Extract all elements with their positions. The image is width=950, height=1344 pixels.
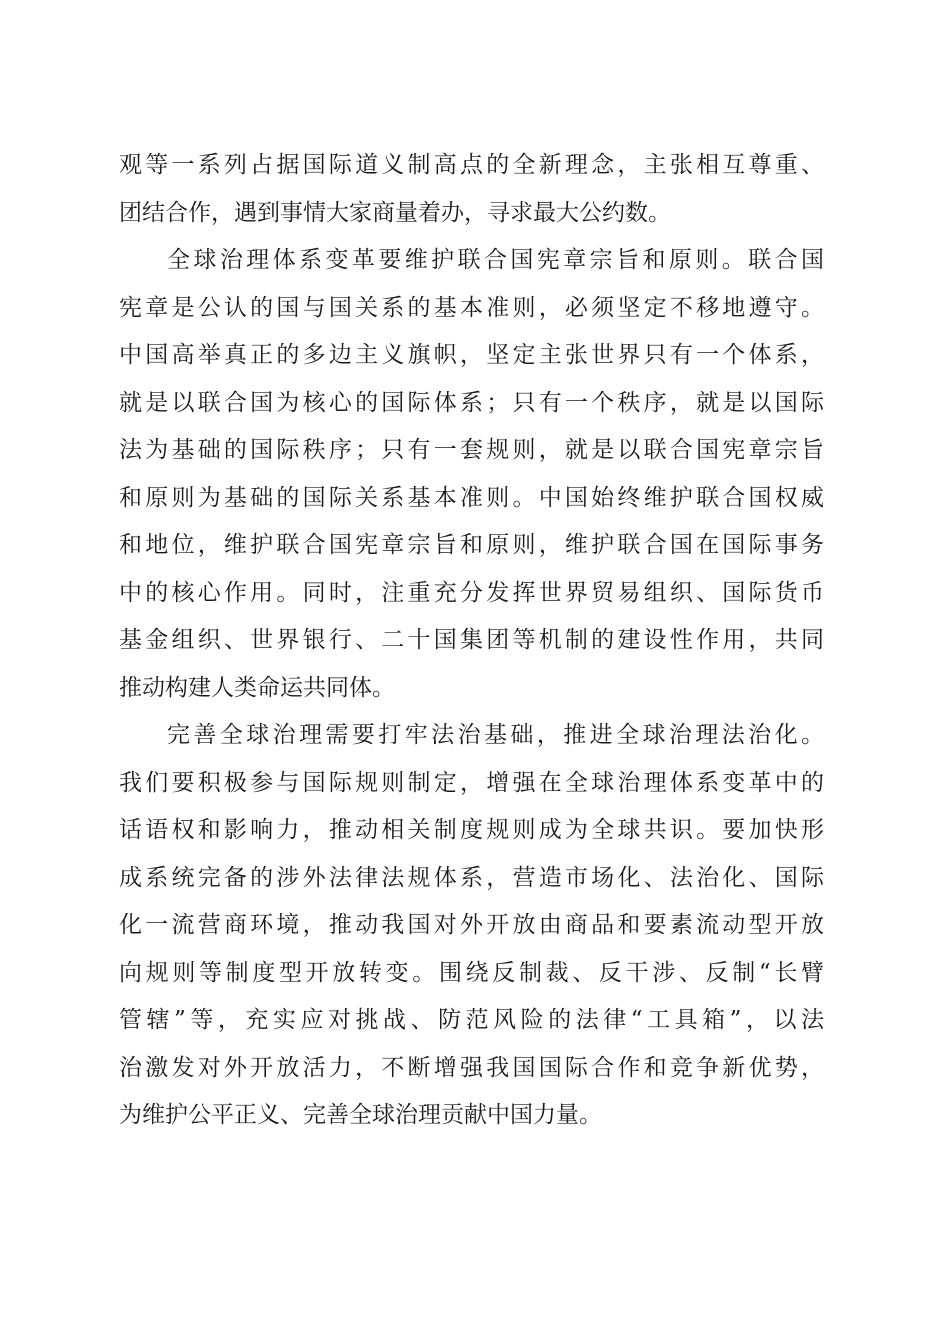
text-line: 和原则为基础的国际关系基本准则。中国始终维护联合国权威 [119, 484, 824, 511]
text-line: 法为基础的国际秩序；只有一套规则，就是以联合国宪章宗旨 [119, 437, 824, 463]
text-line: 中的核心作用。同时，注重充分发挥世界贸易组织、国际货币 [119, 579, 824, 606]
text-line: 完善全球治理需要打牢法治基础，推进全球治理法治化。 [167, 722, 824, 748]
text-line: 全球治理体系变革要维护联合国宪章宗旨和原则。联合国 [167, 247, 824, 273]
text-line: 向规则等制度型开放转变。围绕反制裁、反干涉、反制“长臂 [119, 959, 824, 986]
paragraph-rule-of-law [119, 712, 824, 1140]
text-line: 成系统完备的涉外法律法规体系，营造市场化、法治化、国际 [119, 864, 824, 891]
text-line: 和地位，维护联合国宪章宗旨和原则，维护联合国在国际事务 [119, 532, 824, 558]
text-line: 管辖”等，充实应对挑战、防范风险的法律“工具箱”，以法 [119, 1007, 824, 1033]
text-line: 宪章是公认的国与国关系的基本准则，必须坚定不移地遵守。 [119, 294, 824, 321]
text-line: 中国高举真正的多边主义旗帜，坚定主张世界只有一个体系， [119, 342, 824, 368]
text-line: 基金组织、世界银行、二十国集团等机制的建设性作用，共同 [119, 627, 824, 653]
text-line: 话语权和影响力，推动相关制度规则成为全球共识。要加快形 [119, 817, 824, 843]
text-line: 治激发对外开放活力，不断增强我国国际合作和竞争新优势， [119, 1054, 824, 1081]
document-body [119, 142, 824, 1140]
text-line: 化一流营商环境，推动我国对外开放由商品和要素流动型开放 [119, 912, 824, 938]
text-line: 观等一系列占据国际道义制高点的全新理念，主张相互尊重、 [119, 152, 824, 178]
text-line: 团结合作，遇到事情大家商量着办，寻求最大公约数。 [119, 199, 671, 226]
text-line: 为维护公平正义、完善全球治理贡献中国力量。 [119, 1102, 602, 1128]
text-line: 我们要积极参与国际规则制定，增强在全球治理体系变革中的 [119, 769, 824, 796]
text-line: 就是以联合国为核心的国际体系；只有一个秩序，就是以国际 [119, 389, 824, 416]
paragraph-un-charter [119, 237, 824, 712]
text-line: 推动构建人类命运共同体。 [119, 674, 395, 701]
paragraph-continuation [119, 142, 824, 237]
